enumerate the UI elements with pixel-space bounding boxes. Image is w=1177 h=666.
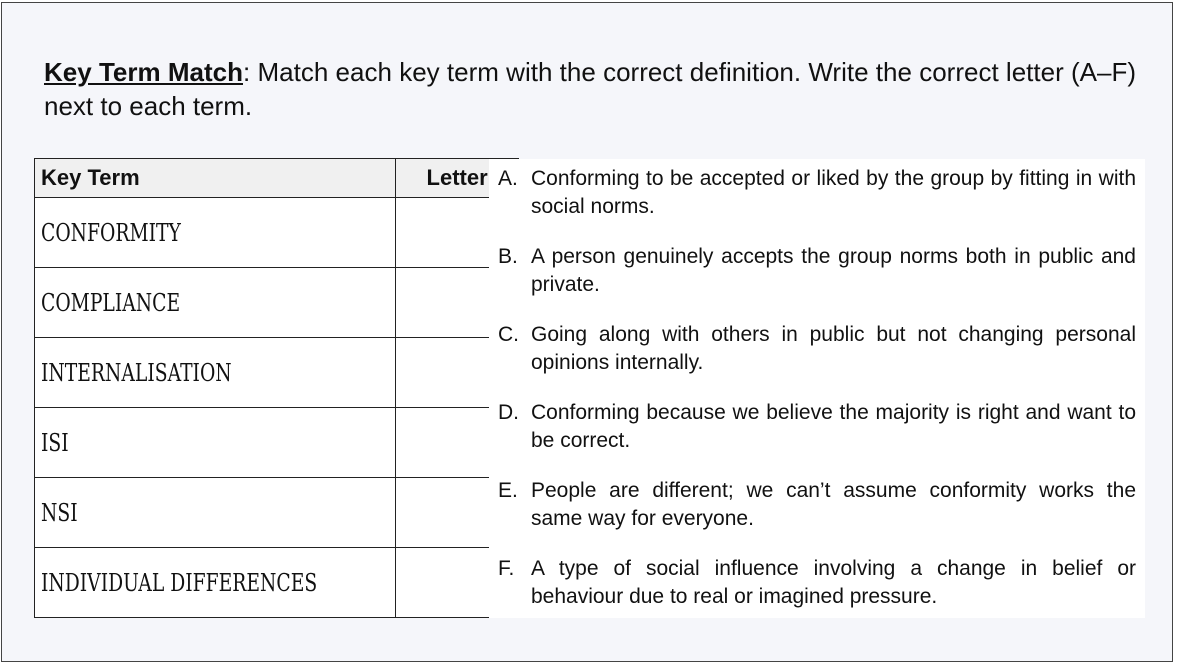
term-cell [35,198,396,268]
table-header-row [35,159,519,198]
definition-text: A type of social influence involving a change in belief or behaviour due to real or imagined pressure. [531,557,1136,608]
definition-text: Going along with others in public but not changing personal opinions internally. [531,323,1136,374]
table-row [35,478,519,548]
term-compliance: COMPLIANCE [41,288,181,317]
definition-letter: F. [498,557,515,580]
table-row [35,198,519,268]
definition-letter: A. [498,167,518,190]
term-cell [35,408,396,478]
definitions-panel [489,159,1145,618]
definition-item [498,555,1136,611]
term-individual-differences: INDIVIDUAL DIFFERENCES [41,568,318,597]
definition-text: A person genuinely accepts the group norms both in public and private. [531,245,1136,296]
term-isi: ISI [41,428,69,457]
instruction-text [44,55,1136,123]
activity-title: Key Term Match [44,57,243,87]
term-nsi: NSI [41,498,78,527]
definition-letter: B. [498,245,518,268]
definition-text: Conforming because we believe the majority is right and want to be correct. [531,401,1136,452]
term-cell [35,338,396,408]
table-row [35,548,519,618]
term-internalisation: INTERNALISATION [41,358,232,387]
definition-item [498,399,1136,455]
definition-letter: E. [498,479,518,502]
definition-text: Conforming to be accepted or liked by the group by fitting in with social norms. [531,167,1136,218]
definition-item [498,165,1136,221]
definition-item [498,321,1136,377]
table-row [35,408,519,478]
term-cell [35,268,396,338]
definition-text: People are different; we can’t assume conformity works the same way for everyone. [531,479,1136,530]
letter-header: Letter [396,159,519,198]
definition-letter: D. [498,401,519,424]
key-term-table [34,158,519,618]
key-term-header: Key Term [35,159,396,198]
definition-letter: C. [498,323,519,346]
term-conformity: CONFORMITY [41,218,181,247]
table-row [35,338,519,408]
worksheet-slide [1,2,1173,662]
term-cell [35,548,396,618]
definition-item [498,477,1136,533]
table-row [35,268,519,338]
term-cell [35,478,396,548]
instruction-body: : Match each key term with the correct definition. Write the correct letter (A–F) next to each term. [44,57,1136,121]
definition-item [498,243,1136,299]
